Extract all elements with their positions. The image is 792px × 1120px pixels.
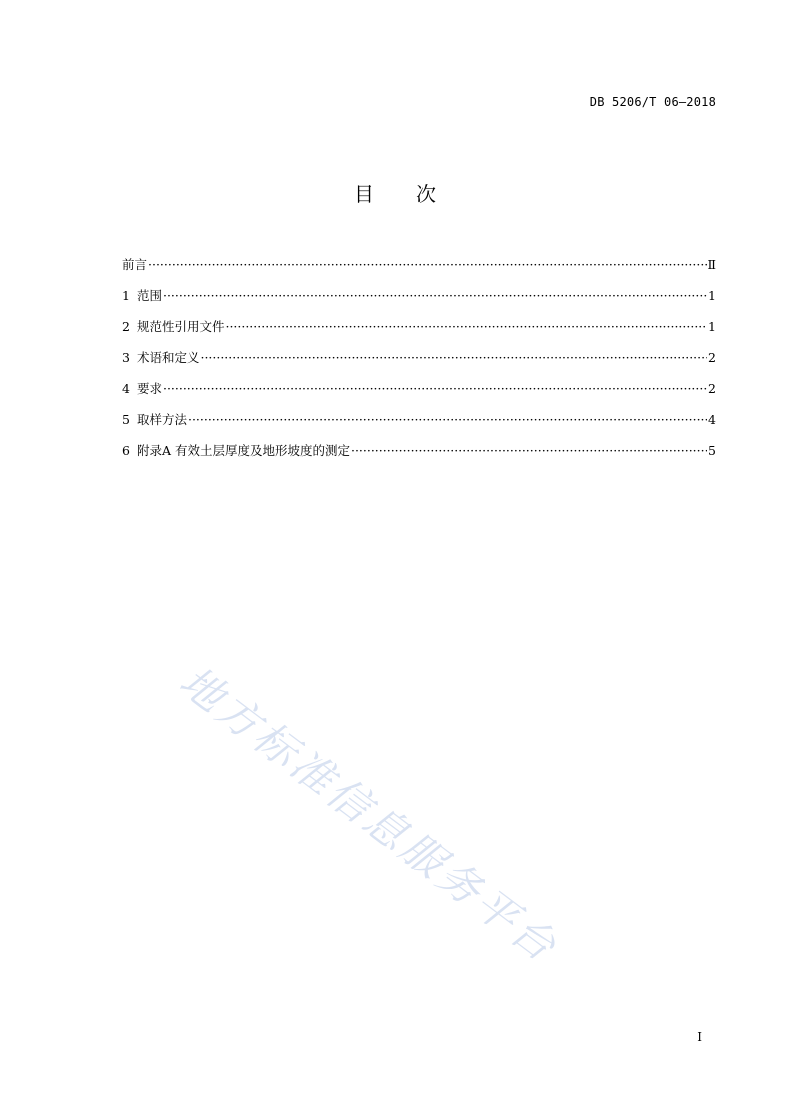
- standard-code: DB 5206/T 06—2018: [589, 95, 716, 109]
- toc-entry-number: 6: [122, 443, 130, 458]
- title-part-1: 目: [354, 182, 376, 206]
- toc-leader-dots: [163, 288, 707, 303]
- toc-entry-number: 1: [122, 288, 130, 303]
- toc-entry-page: 5: [708, 443, 716, 458]
- toc-entry-page: 1: [708, 288, 716, 303]
- toc-leader-dots: [148, 257, 706, 272]
- toc-entry-page: 4: [708, 412, 716, 427]
- toc-entry-label: 术语和定义: [136, 350, 200, 365]
- toc-entry-number: 5: [122, 412, 130, 427]
- toc-entry-label: 要求: [136, 381, 162, 396]
- toc-entry-appendix-a[interactable]: [122, 441, 716, 472]
- toc-entry-page: Ⅱ: [707, 257, 716, 272]
- toc-leader-dots: [351, 443, 707, 458]
- toc-leader-dots: [163, 381, 707, 396]
- toc-entry-foreword[interactable]: [122, 255, 716, 286]
- table-of-contents: [122, 255, 716, 472]
- toc-entry-label: 取样方法: [136, 412, 187, 427]
- toc-entry-terms-definitions[interactable]: [122, 348, 716, 379]
- page-title: [0, 178, 792, 207]
- toc-entry-page: 2: [708, 350, 716, 365]
- toc-entry-number: 4: [122, 381, 130, 396]
- page-number: I: [697, 1030, 702, 1044]
- toc-entry-page: 1: [708, 319, 716, 334]
- toc-entry-label: 范围: [136, 288, 162, 303]
- toc-entry-label: 规范性引用文件: [136, 319, 225, 334]
- toc-entry-scope[interactable]: [122, 286, 716, 317]
- toc-entry-normative-references[interactable]: [122, 317, 716, 348]
- toc-entry-page: 2: [708, 381, 716, 396]
- toc-entry-sampling-method[interactable]: [122, 410, 716, 441]
- title-part-2: 次: [416, 182, 438, 206]
- toc-entry-number: 2: [122, 319, 130, 334]
- toc-entry-label: 附录A 有效土层厚度及地形坡度的测定: [136, 443, 350, 458]
- toc-leader-dots: [200, 350, 707, 365]
- watermark-text: 地方标准信息服务平台: [170, 656, 568, 973]
- toc-entry-number: 3: [122, 350, 130, 365]
- toc-entry-label: 前言: [122, 257, 148, 272]
- toc-leader-dots: [225, 319, 707, 334]
- toc-entry-requirements[interactable]: [122, 379, 716, 410]
- toc-leader-dots: [188, 412, 707, 427]
